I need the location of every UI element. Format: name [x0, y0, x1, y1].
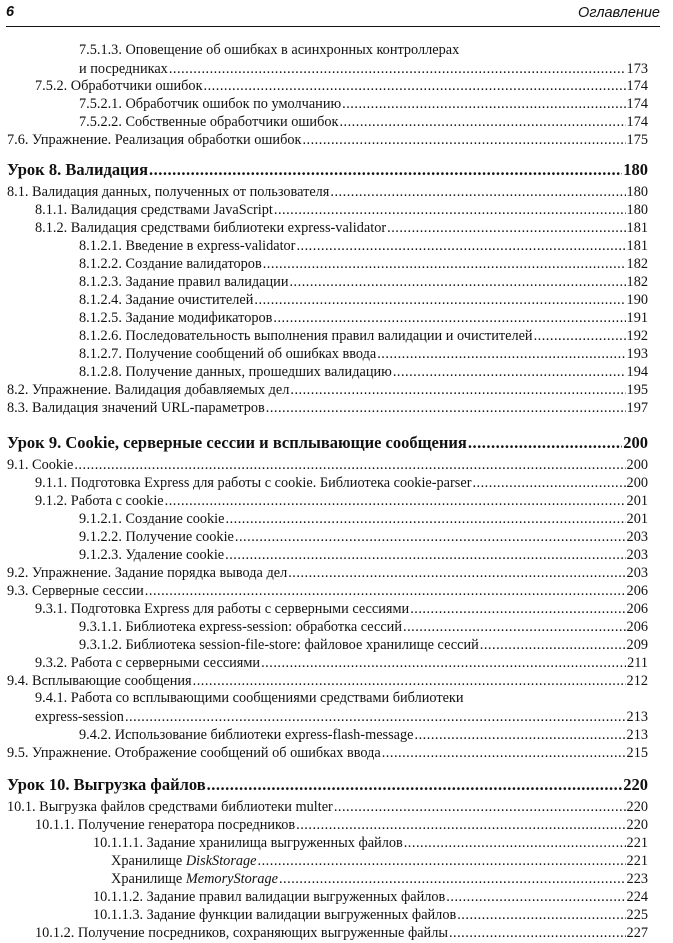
toc-entry-title-text: Серверные сессии [32, 583, 144, 599]
toc-entry-title [7, 583, 144, 600]
toc-page-number: 201 [626, 493, 648, 509]
toc-entry-number: 9.4.2. [79, 727, 115, 743]
toc-entry[interactable] [35, 474, 648, 492]
toc-entry-number: 9.4.1. [35, 690, 71, 706]
toc-entry-title-text: Оповещение об ошибках в асинхронных контроллерах [125, 42, 460, 58]
leader-dots [165, 493, 626, 510]
leader-dots [225, 547, 625, 564]
toc-entry-title-text: Задание хранилища выгруженных файлов [146, 835, 403, 851]
leader-dots [125, 709, 626, 726]
toc-page-number: 181 [626, 238, 648, 254]
toc-entry-title-text: Работа со всплывающими сообщениями средствами библиотеки [70, 690, 464, 706]
leader-dots [207, 775, 623, 795]
toc-entry-title [79, 511, 225, 528]
toc-entry[interactable] [35, 816, 648, 834]
toc-entry-number: 8.1.2.2. [79, 256, 126, 272]
toc-page-number: 224 [626, 889, 648, 905]
toc-entry-title-text: Задание функции валидации выгруженных файлов [146, 907, 457, 923]
toc-entry-number: 8.1.2.6. [79, 328, 126, 344]
toc-page-number: 223 [626, 871, 648, 887]
toc-entry-number: 7.5.1.3. [79, 42, 126, 58]
toc-entry-title [79, 346, 376, 363]
toc-entry[interactable] [79, 327, 648, 345]
leader-dots [149, 160, 622, 180]
toc-entry-title [93, 835, 403, 852]
toc-entry-number: 9.1.2.1. [79, 511, 126, 527]
toc-entry-title-text: Обработчик ошибок по умолчанию [125, 96, 342, 112]
leader-dots [290, 382, 625, 399]
toc-entry-title [35, 925, 448, 942]
toc-page-number: 173 [626, 61, 648, 77]
toc-entry-title [79, 114, 338, 131]
toc-entry-title-text: Упражнение. Задание порядка вывода дел [32, 565, 288, 581]
toc-entry-title-text: Подготовка Express для работы с cookie. Библиотека cookie-parser [70, 475, 472, 491]
toc-entry[interactable] [35, 77, 648, 95]
toc-page-number: 203 [626, 547, 648, 563]
toc-entry-title [7, 400, 265, 417]
toc-entry-title [35, 475, 471, 492]
leader-dots [296, 817, 625, 834]
toc-entry-title-text: Работа с серверными сессиями [70, 655, 261, 671]
toc-page-number: 174 [626, 78, 648, 94]
toc-page-number: 215 [626, 745, 648, 761]
leader-dots [449, 925, 626, 942]
toc-entry-title-text: Валидация средствами библиотеки express-validator [70, 220, 387, 236]
toc-entry-number: 9.1.1. [35, 475, 71, 491]
leader-dots [263, 256, 626, 273]
toc-entry-title [79, 310, 272, 327]
leader-dots [393, 364, 626, 381]
toc-entry-title-text: Валидация [65, 160, 149, 179]
toc-entry-title [79, 274, 288, 291]
toc-entry-first-line [79, 42, 459, 59]
toc-page-number: 200 [623, 433, 648, 452]
toc-entry-number: 7.5.2. [35, 78, 71, 94]
toc-entry-number: 9.2. [7, 565, 33, 581]
leader-dots [226, 511, 626, 528]
leader-dots [289, 274, 625, 291]
toc-entry-title [79, 547, 224, 564]
toc-page-number: 213 [626, 709, 648, 725]
leader-dots [534, 328, 626, 345]
toc-entry-title [35, 655, 260, 672]
toc-entry-title-text: Задание модификаторов [125, 310, 273, 326]
toc-entry-title [111, 871, 278, 888]
leader-dots [266, 400, 626, 417]
toc-chapter[interactable] [7, 775, 648, 795]
toc-entry-title [35, 202, 273, 219]
toc-page-number: 191 [626, 310, 648, 326]
toc-chapter[interactable] [7, 433, 648, 453]
toc-entry-title-text: Удаление cookie [125, 547, 225, 563]
toc-entry-number: 10.1.2. [35, 925, 78, 941]
toc-entry-title-text: Библиотека express-session: обработка сессий [125, 619, 402, 635]
toc-entry-number: 9.4. [7, 673, 33, 689]
leader-dots [382, 745, 626, 762]
toc-entry-number: 8.1.1. [35, 202, 71, 218]
toc-page-number: 206 [626, 583, 648, 599]
toc-entry-title-italic: DiskStorage [185, 853, 257, 869]
toc-entry[interactable] [35, 492, 648, 510]
toc-entry[interactable] [79, 510, 648, 528]
toc-entry[interactable] [79, 60, 648, 78]
toc-entry-title [7, 160, 148, 180]
toc-entry[interactable] [79, 528, 648, 546]
toc-entry-title [7, 745, 381, 762]
toc-entry[interactable] [79, 363, 648, 381]
toc-entry-title-text: Создание cookie [125, 511, 225, 527]
toc-entry-number: 8.1.2.3. [79, 274, 126, 290]
toc-entry-title [35, 493, 164, 510]
toc-entry-title-text: Собственные обработчики ошибок [125, 114, 339, 130]
toc-entry-title-text: Обработчики ошибок [70, 78, 203, 94]
toc-entry[interactable] [7, 456, 648, 474]
toc-page-number: 180 [626, 202, 648, 218]
toc-entry[interactable] [79, 618, 648, 636]
toc-entry-title [35, 78, 203, 95]
toc-entry-number: 9.3.2. [35, 655, 71, 671]
toc-entry-number: 9.1.2.2. [79, 529, 126, 545]
leader-dots [377, 346, 625, 363]
toc-entry-number: 8.1. [7, 184, 33, 200]
toc-entry-title-text: Получение данных, прошедших валидацию [125, 364, 392, 380]
toc-entry[interactable] [93, 906, 648, 924]
toc-entry-number: 8.1.2.8. [79, 364, 126, 380]
toc-entry-title [7, 775, 206, 795]
toc-entry-title-text: Cookie [32, 457, 74, 473]
toc-page-number: 175 [626, 132, 648, 148]
toc-page-number: 206 [626, 619, 648, 635]
leader-dots [415, 727, 626, 744]
toc-page-number: 211 [627, 655, 648, 671]
toc-entry-title-text: Всплывающие сообщения [32, 673, 192, 689]
toc-page-number: 181 [626, 220, 648, 236]
toc-entry-title-continuation: и посредниках [79, 61, 168, 77]
leader-dots [339, 114, 625, 131]
toc-entry-title [35, 817, 295, 834]
toc-page-number: 182 [626, 274, 648, 290]
toc-page-number: 203 [626, 565, 648, 581]
leader-dots [204, 78, 626, 95]
toc-entry-title-text: Получение cookie [125, 529, 234, 545]
leader-dots [302, 132, 625, 149]
toc-entry[interactable] [35, 201, 648, 219]
toc-entry-number: 8.1.2.5. [79, 310, 126, 326]
toc-page-number: 174 [626, 96, 648, 112]
toc-page-number: 182 [626, 256, 648, 272]
toc-page-number: 194 [626, 364, 648, 380]
toc-entry-title [79, 727, 414, 744]
toc-entry-title [7, 673, 192, 690]
leader-dots [468, 433, 622, 453]
leader-dots [193, 673, 626, 690]
toc-chapter[interactable] [7, 160, 648, 180]
toc-entry-title-text: Задание очистителей [125, 292, 254, 308]
toc-entry[interactable] [7, 582, 648, 600]
toc-entry[interactable] [79, 255, 648, 273]
leader-dots [169, 61, 626, 78]
leader-dots [296, 238, 625, 255]
toc-entry[interactable] [79, 273, 648, 291]
toc-page-number: 197 [626, 400, 648, 416]
toc-entry-title-text: Задание правил валидации [125, 274, 289, 290]
toc-entry-title-text: Упражнение. Валидация добавляемых дел [32, 382, 290, 398]
toc-entry-title-text: Получение генератора посредников [77, 817, 296, 833]
toc-entry-title [7, 799, 333, 816]
toc-entry[interactable] [7, 672, 648, 690]
toc-entry-title-text: Выгрузка файлов [73, 775, 206, 794]
running-title: Оглавление [578, 5, 660, 21]
toc-entry[interactable] [79, 237, 648, 255]
toc-entry[interactable] [79, 309, 648, 327]
toc-page-number: 180 [623, 160, 648, 179]
toc-page-number: 213 [626, 727, 648, 743]
leader-dots [254, 292, 625, 309]
toc-page-number: 200 [626, 475, 648, 491]
toc-entry-title-text: Хранилище [111, 853, 183, 869]
toc-page-number: 203 [626, 529, 648, 545]
toc-entry-number: Урок 9. [7, 433, 66, 452]
toc-entry-title [35, 220, 386, 237]
toc-entry[interactable] [7, 131, 648, 149]
leader-dots [74, 457, 625, 474]
toc-entry[interactable] [35, 654, 648, 672]
toc-entry-number: Урок 8. [7, 160, 66, 179]
toc-entry-first-line [35, 690, 464, 707]
toc-entry[interactable] [79, 726, 648, 744]
leader-dots [279, 871, 626, 888]
toc-entry-number: 8.2. [7, 382, 33, 398]
toc-entry-number: 9.3.1.2. [79, 637, 126, 653]
leader-dots [261, 655, 626, 672]
toc-entry-number: 9.5. [7, 745, 33, 761]
toc-entry-title [79, 637, 479, 654]
toc-entry-title [7, 565, 287, 582]
leader-dots [288, 565, 625, 582]
leader-dots [457, 907, 625, 924]
toc-entry-title-continuation: express-session [35, 709, 124, 725]
toc-entry-number: 10.1. [7, 799, 40, 815]
toc-page-number: 193 [626, 346, 648, 362]
leader-dots [472, 475, 625, 492]
toc-entry[interactable] [79, 95, 648, 113]
toc-entry-title-text: Упражнение. Отображение сообщений об ошибках ввода [32, 745, 381, 761]
toc-entry-title [93, 889, 445, 906]
toc-entry-number: 7.6. [7, 132, 33, 148]
leader-dots [410, 601, 625, 618]
toc-entry-number: 7.5.2.2. [79, 114, 126, 130]
toc-entry-title [79, 529, 234, 546]
toc-entry-number: 9.3.1. [35, 601, 71, 617]
leader-dots [334, 799, 626, 816]
toc-entry-title-text: Упражнение. Реализация обработки ошибок [32, 132, 302, 148]
toc-entry-title [93, 907, 456, 924]
toc-page-number: 180 [626, 184, 648, 200]
toc-entry-number: 9.3. [7, 583, 33, 599]
toc-entry-title [7, 132, 301, 149]
toc-entry[interactable] [111, 870, 648, 888]
leader-dots [145, 583, 626, 600]
toc-entry[interactable] [79, 546, 648, 564]
leader-dots [342, 96, 625, 113]
toc-entry-title-text: Cookie, серверные сессии и всплывающие сообщения [65, 433, 467, 452]
toc-entry-title-text: Создание валидаторов [125, 256, 262, 272]
leader-dots [387, 220, 625, 237]
toc-entry[interactable] [7, 744, 648, 762]
toc-entry-title [79, 364, 392, 381]
leader-dots [404, 835, 626, 852]
toc-entry-title [35, 601, 409, 618]
toc-page-number: 174 [626, 114, 648, 130]
page-number: 6 [6, 4, 15, 20]
toc-entry-title-text: Введение в express-validator [125, 238, 296, 254]
toc-entry-title [79, 328, 533, 345]
toc-entry-title [79, 292, 253, 309]
leader-dots [258, 853, 626, 870]
toc-entry-title [79, 619, 402, 636]
leader-dots [274, 202, 626, 219]
toc-page-number: 201 [626, 511, 648, 527]
toc-page-number: 192 [626, 328, 648, 344]
toc-entry-title [35, 709, 124, 726]
toc-entry-number: 9.1. [7, 457, 33, 473]
leader-dots [446, 889, 625, 906]
toc-entry-number: 10.1.1.2. [93, 889, 147, 905]
leader-dots [235, 529, 626, 546]
toc-entry[interactable] [79, 345, 648, 363]
leader-dots [273, 310, 625, 327]
toc-entry-title [7, 184, 329, 201]
toc-entry-title [111, 853, 257, 870]
toc-entry-title [7, 457, 73, 474]
toc-entry-title-text: Валидация значений URL-параметров [32, 400, 265, 416]
toc-entry-number: 8.3. [7, 400, 33, 416]
leader-dots [403, 619, 626, 636]
toc-entry-title-text: Валидация данных, полученных от пользователя [32, 184, 330, 200]
toc-entry-title-text: Валидация средствами JavaScript [70, 202, 273, 218]
toc-entry-number: 7.5.2.1. [79, 96, 126, 112]
toc-entry-number: 9.3.1.1. [79, 619, 126, 635]
page-header [6, 2, 660, 27]
toc-entry[interactable] [7, 381, 648, 399]
toc-page-number: 221 [626, 853, 648, 869]
toc-page-number: 220 [626, 817, 648, 833]
toc-entry-title-text: Выгрузка файлов средствами библиотеки multer [39, 799, 333, 815]
toc-entry-number: 9.1.2.3. [79, 547, 126, 563]
toc-page-number: 209 [626, 637, 648, 653]
toc-entry[interactable] [7, 798, 648, 816]
toc-entry-title-text: Библиотека session-file-store: файловое хранилище сессий [125, 637, 479, 653]
toc-page-number: 200 [626, 457, 648, 473]
toc-entry-number: 8.1.2.4. [79, 292, 126, 308]
toc-entry-number: 10.1.1.3. [93, 907, 147, 923]
toc-page-number: 220 [626, 799, 648, 815]
toc-entry[interactable] [79, 113, 648, 131]
toc-page-number: 221 [626, 835, 648, 851]
toc-entry[interactable] [35, 924, 648, 942]
toc-entry-number: 8.1.2. [35, 220, 71, 236]
toc-entry-title-text: Использование библиотеки express-flash-message [114, 727, 414, 743]
toc-entry-number: 8.1.2.7. [79, 346, 126, 362]
toc-entry[interactable] [35, 600, 648, 618]
leader-dots [480, 637, 626, 654]
toc-entry[interactable] [79, 636, 648, 654]
toc-entry[interactable] [93, 834, 648, 852]
toc-entry-title [79, 238, 295, 255]
toc-entry[interactable] [111, 852, 648, 870]
toc-entry-title [7, 433, 467, 453]
toc-entry-title-text: Последовательность выполнения правил валидации и очистителей [125, 328, 533, 344]
toc-entry-title [7, 382, 289, 399]
toc-entry[interactable] [7, 399, 648, 417]
toc-entry[interactable] [79, 291, 648, 309]
toc-entry[interactable] [93, 888, 648, 906]
toc-entry[interactable] [35, 219, 648, 237]
toc-entry-title [79, 96, 341, 113]
toc-entry-title-italic: MemoryStorage [185, 871, 278, 887]
toc-entry-title-text: Получение посредников, сохраняющих выгруженные файлы [77, 925, 448, 941]
toc-entry-title-text: Работа с cookie [70, 493, 164, 509]
toc-entry-number: 10.1.1.1. [93, 835, 147, 851]
leader-dots [330, 184, 625, 201]
toc-page-number: 220 [623, 775, 648, 794]
toc-page-number: 212 [626, 673, 648, 689]
toc-page-number: 190 [626, 292, 648, 308]
toc-entry[interactable] [7, 183, 648, 201]
toc-entry-number: 9.1.2. [35, 493, 71, 509]
toc-entry-number: Урок 10. [7, 775, 74, 794]
toc-page-number: 227 [626, 925, 648, 941]
toc-entry-title [79, 61, 168, 78]
toc-entry-number: 10.1.1. [35, 817, 78, 833]
toc-entry-title-text: Хранилище [111, 871, 183, 887]
toc-entry-title-text: Получение сообщений об ошибках ввода [125, 346, 377, 362]
toc-entry[interactable] [35, 708, 648, 726]
toc-entry[interactable] [7, 564, 648, 582]
toc-entry-title-text: Подготовка Express для работы с серверными сессиями [70, 601, 410, 617]
toc-entry-title [79, 256, 262, 273]
toc-page-number: 206 [626, 601, 648, 617]
toc-entry-number: 8.1.2.1. [79, 238, 126, 254]
toc-entry-title-text: Задание правил валидации выгруженных файлов [146, 889, 446, 905]
toc-page-number: 195 [626, 382, 648, 398]
toc-page-number: 225 [626, 907, 648, 923]
